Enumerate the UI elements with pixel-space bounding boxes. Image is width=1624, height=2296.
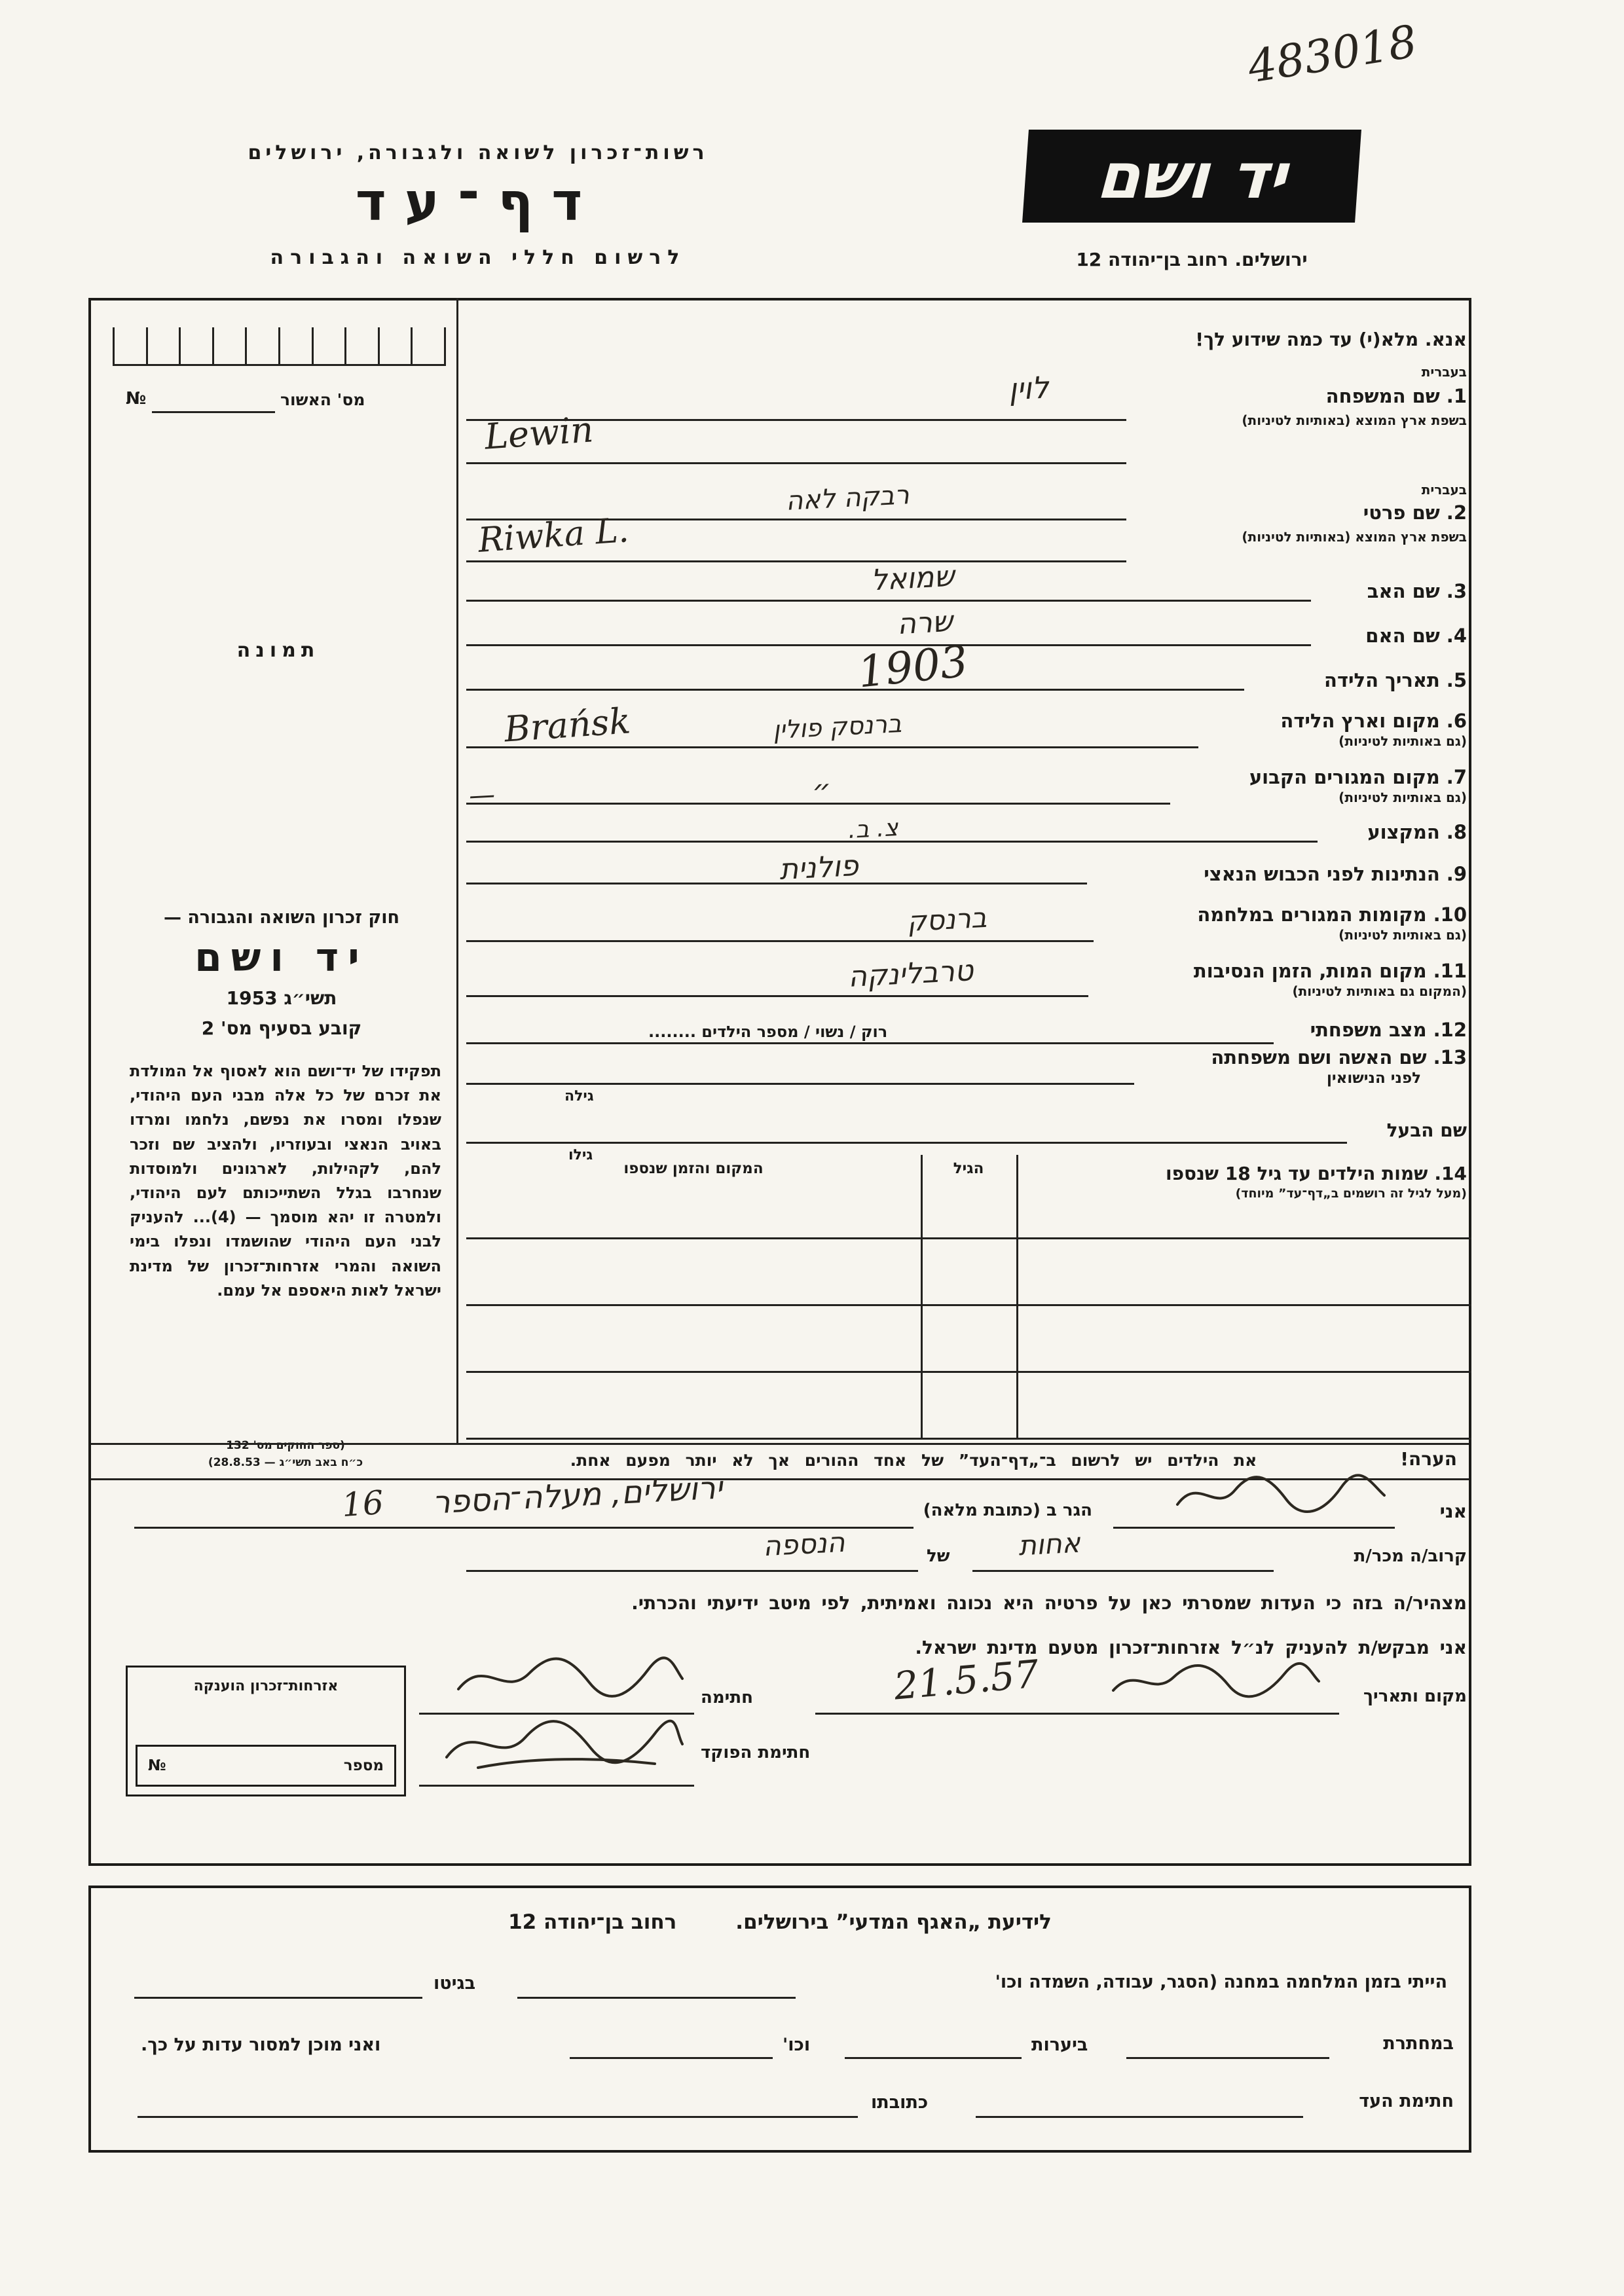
declarant-signature-scribble: [452, 1650, 688, 1705]
children-table-row-line: [466, 1304, 1471, 1306]
field-number: 8.: [1446, 821, 1467, 843]
relative-label: קרוב/ה מכר/ת: [1354, 1546, 1467, 1566]
wife-age-label: גילה: [564, 1088, 594, 1104]
underground-line: [1126, 2057, 1329, 2059]
field-birth-date-label: [1324, 669, 1467, 691]
law-heading: חוק זכרון השואה והגבורה —: [163, 907, 400, 928]
field-number: 2.: [1446, 501, 1467, 524]
profession-handwriting: צ. ב.: [847, 814, 899, 844]
field-war-residence-sub: (גם באותיות לטיניות): [1338, 927, 1467, 943]
field-number: 11.: [1433, 960, 1467, 982]
children-place-column-header: המקום והזמן שנספו: [623, 1160, 764, 1177]
father-name-handwriting: שמואל: [870, 559, 955, 598]
field-marital-status-label: [1310, 1019, 1467, 1041]
stamp-no-mark: №: [148, 1757, 166, 1774]
form-title: דף־עד: [355, 172, 601, 232]
field-husband-name-label: שם הבעל: [1386, 1120, 1467, 1141]
birth-place-hebrew-handwriting: ברנסק פולין: [771, 708, 902, 745]
death-place-handwriting: טרבלינקה: [847, 954, 974, 994]
ghetto-label: בגיטו: [434, 1973, 476, 1994]
stamp-number-box: [136, 1745, 396, 1787]
declarant-i-label: אני: [1439, 1501, 1467, 1522]
field-number: 1.: [1446, 385, 1467, 407]
field-first-name-label: [1363, 501, 1467, 524]
photo-placeholder-label: תמונה: [236, 639, 320, 662]
law-yad-vashem-name: יד ושם: [194, 935, 369, 981]
field-residence-label: [1249, 766, 1467, 788]
serial-number-handwriting: 483018: [1244, 16, 1421, 94]
field-label-text: תאריך הלידה: [1324, 669, 1440, 691]
stamp-number-label: מספר: [343, 1757, 384, 1774]
field-husband-name-line: [466, 1142, 1347, 1144]
etc-line: [570, 2057, 773, 2059]
date-handwriting: 21.5.57: [892, 1651, 1041, 1709]
witness-signature-label: חתימת העד: [1359, 2091, 1454, 2111]
war-residence-handwriting: ברנסק: [906, 901, 988, 938]
field-birth-place-label: [1280, 710, 1467, 732]
field-wife-name-label: [1211, 1046, 1467, 1068]
field-children-sub: (מעל לגיל זה רושמים ב„דף־עד” מיוחד): [1235, 1186, 1467, 1201]
field-family-name-latin-note: בשפת ארץ המוצא (באותיות לטיניות): [1242, 412, 1467, 428]
field-marital-status-line: [466, 1042, 1274, 1044]
field-label-text: שם האשה ושם משפחתה: [1211, 1046, 1427, 1068]
residence-ditto-handwriting: ״: [811, 772, 833, 809]
field-death-place-sub: (המקום גם באותיות לטיניות): [1292, 983, 1467, 999]
field-number: 7.: [1446, 766, 1467, 788]
birth-date-handwriting: 1903: [855, 636, 970, 698]
law-clause: קובע בסעיף מס' 2: [201, 1017, 362, 1039]
registrar-signature-label: חתימת הפוקד: [701, 1743, 811, 1762]
field-death-place-label: [1194, 960, 1467, 982]
residence-dash-handwriting: —: [468, 779, 496, 812]
note-title: הערה!: [1400, 1448, 1457, 1470]
field-family-name-latin-line: [466, 462, 1126, 464]
field-number: 12.: [1433, 1019, 1467, 1041]
approval-number-label: מס' האשור: [280, 390, 365, 409]
address-handwriting: ירושלים, מעלה־הספר: [431, 1469, 724, 1522]
field-citizenship-label: [1204, 863, 1467, 885]
signature-label: חתימה: [701, 1688, 753, 1707]
place-date-label: מקום ותאריך: [1363, 1686, 1467, 1706]
family-name-hebrew-handwriting: לוין: [1007, 369, 1050, 407]
field-number: 9.: [1446, 863, 1467, 885]
note-text: את הילדים יש לרשום ב־„דף־העד” של אחד ההורים אך לא יותר מפעם אחת.: [570, 1451, 1257, 1470]
field-label-text: שם האם: [1365, 625, 1440, 647]
underground-label: במחתרת: [1383, 2033, 1454, 2054]
field-label-text: מקום המות, הזמן הנסיבות: [1193, 960, 1427, 982]
mother-name-handwriting: שרה: [896, 604, 954, 642]
place-handwriting-scribble: [1107, 1655, 1323, 1705]
field-number: 3.: [1446, 580, 1467, 602]
field-first-name-latin-note: בשפת ארץ המוצא (באותיות לטיניות): [1242, 529, 1467, 545]
field-birth-place-sub: (גם באותיות לטיניות): [1338, 733, 1467, 749]
science-title-address: רחוב בן־יהודה 12: [508, 1910, 677, 1934]
of-whom-handwriting: הנספה: [762, 1525, 846, 1563]
family-name-latin-handwriting: Lewin: [483, 409, 595, 458]
resides-at-label: הגר ב (כתובת מלאה): [923, 1501, 1092, 1520]
field-father-name-line: [466, 600, 1311, 602]
marital-status-options: רוק / נשוי / מספר הילדים ........: [648, 1023, 888, 1041]
forests-label: ביערות: [1031, 2035, 1088, 2055]
fill-in-instruction: אנא. מלא(י) עד כמה שידוע לך!: [1195, 329, 1467, 350]
authority-line: רשות־זכרון לשואה ולגבורה, ירושלים: [248, 141, 709, 164]
law-reference-line1: (ספר החוקים מס' 132: [226, 1439, 345, 1452]
birth-place-latin-handwriting: Brańsk: [503, 700, 632, 750]
children-table-row-line: [466, 1438, 1471, 1440]
children-table-divider-age: [921, 1155, 923, 1438]
yad-vashem-logo: יד ושם: [1022, 130, 1361, 223]
forests-line: [845, 2057, 1022, 2059]
field-number: 14.: [1434, 1163, 1467, 1184]
field-first-name-latin-line: [466, 560, 1126, 562]
field-birth-date-line: [466, 689, 1244, 691]
declaration-statement: מצהיר/ה בזה כי העדות שמסרתי כאן על פרטיה היא נכונה ואמיתית, לפי מיטב ידיעתי והכרתי.: [631, 1592, 1467, 1614]
approval-number-line: [152, 411, 275, 413]
field-number: 6.: [1446, 710, 1467, 732]
witness-address-line: [138, 2116, 858, 2118]
camp-statement-label: הייתי בזמן המלחמה במחנה (הסגר, עבודה, השמדה וכו': [995, 1972, 1447, 1992]
field-number: 10.: [1433, 903, 1467, 926]
field-first-name-hebrew-note: בעברית: [1421, 482, 1467, 498]
stamp-title: אזרחות־זכרון הוענקה: [193, 1678, 339, 1694]
field-label-text: שמות הילדים עד גיל 18 שנספו: [1166, 1163, 1428, 1184]
field-residence-sub: (גם באותיות לטיניות): [1338, 790, 1467, 805]
children-table-row-line: [466, 1237, 1471, 1239]
declarant-name-line: [1113, 1527, 1395, 1529]
etc-label: וכו': [783, 2035, 811, 2055]
note-rule-top: [91, 1443, 1469, 1445]
sidebar-divider: [456, 298, 458, 1443]
law-body-text: תפקידו של יד־ושם הוא לאסוף אל המולדת את זכרם של כל אלה מבני העם היהודי, שנפלו ומסרו את נפשם, נלחמו ומרדו באויב הנאצי ובעוזריו, ולהציב שם וזכר להם, לקהילות, לארגונים ולמוסדות שנחרבו בגלל השתייכותם לעם היהודי, ולמטרה זו יהא מוסמך — (4)... להעניק לבני העם היהודי שהושמדו ונפלו בימי השואה והמרי אזרחות־זכרון של מדינת ישראל לאות היאספם אל עמם.: [130, 1062, 442, 1300]
citizenship-request: אני מבקש/ת להעניק לנ״ל אזרחות־זכרון מטעם מדינת ישראל.: [915, 1637, 1467, 1658]
declarant-name-signature-scribble: [1172, 1470, 1388, 1519]
of-label: של: [927, 1546, 950, 1566]
registrar-signature-scribble: [439, 1711, 688, 1774]
field-death-place-line: [466, 995, 1088, 997]
field-profession-label: [1367, 821, 1467, 843]
husband-age-label: גילו: [568, 1147, 593, 1163]
witness-address-label: כתובתו: [871, 2092, 929, 2113]
science-title-text: לידיעת „האגף המדעי” בירושלים.: [735, 1910, 1052, 1934]
witness-signature-line: [976, 2116, 1303, 2118]
field-war-residence-label: [1197, 903, 1467, 926]
field-wife-name-line: [466, 1083, 1134, 1085]
field-number: 4.: [1446, 625, 1467, 647]
field-family-name-label: [1326, 385, 1467, 407]
citizenship-handwriting: פולנית: [778, 848, 860, 887]
field-father-name-label: [1367, 580, 1467, 602]
code-tally-boxes: [113, 327, 446, 366]
field-family-name-hebrew-note: בעברית: [1421, 364, 1467, 380]
science-division-title: [88, 1910, 1471, 1934]
approval-number-mark: №: [126, 389, 147, 409]
field-label-text: מצב משפחתי: [1310, 1019, 1427, 1041]
form-subtitle: לרשום חללי השואה והגבורה: [270, 246, 686, 269]
field-label-text: המקצוע: [1367, 821, 1440, 843]
field-citizenship-line: [466, 883, 1087, 884]
field-children-label: [1166, 1163, 1467, 1184]
relation-handwriting: אחות: [1017, 1526, 1081, 1562]
field-number: 5.: [1446, 669, 1467, 691]
field-label-text: מקום וארץ הלידה: [1280, 710, 1440, 732]
children-age-column-header: הגיל: [953, 1160, 984, 1177]
first-name-latin-handwriting: Riwka L.: [477, 511, 631, 560]
field-label-text: שם פרטי: [1363, 501, 1440, 524]
children-table-row-line: [466, 1371, 1471, 1373]
ready-to-testify-label: ואני מוכן למסור עדות על כך.: [141, 2035, 381, 2055]
first-name-hebrew-handwriting: רבקה לאה: [784, 480, 910, 517]
field-label-text: מקומות המגורים במלחמה: [1197, 903, 1427, 926]
field-birth-place-line: [466, 746, 1198, 748]
relation-line: [972, 1570, 1274, 1572]
field-label-text: שם האב: [1367, 580, 1440, 602]
memorial-citizenship-stamp-box: [126, 1666, 406, 1796]
field-label-text: מקום המגורים הקבוע: [1249, 766, 1440, 788]
header-address: ירושלים. רחוב בן־יהודה 12: [1076, 249, 1308, 270]
field-label-text: הנתינות לפני הכבוש הנאצי: [1204, 863, 1440, 885]
law-year: תשי״ג 1953: [226, 987, 337, 1009]
of-whom-line: [466, 1570, 918, 1572]
place-date-line: [815, 1713, 1339, 1715]
field-mother-name-label: [1365, 625, 1467, 647]
field-number: 13.: [1433, 1046, 1467, 1068]
field-label-text: שם המשפחה: [1325, 385, 1440, 407]
children-table-divider-right: [1016, 1155, 1018, 1438]
camp-line: [517, 1997, 796, 1999]
ghetto-line: [134, 1997, 422, 1999]
law-reference-line2: כ״ח באב תשי״ג — 28.8.53): [208, 1456, 363, 1469]
field-wife-name-label2: לפני הנישואין: [1327, 1070, 1421, 1087]
address-number-handwriting: 16: [341, 1483, 385, 1525]
registrar-signature-line: [419, 1785, 694, 1787]
field-war-residence-line: [466, 940, 1094, 942]
